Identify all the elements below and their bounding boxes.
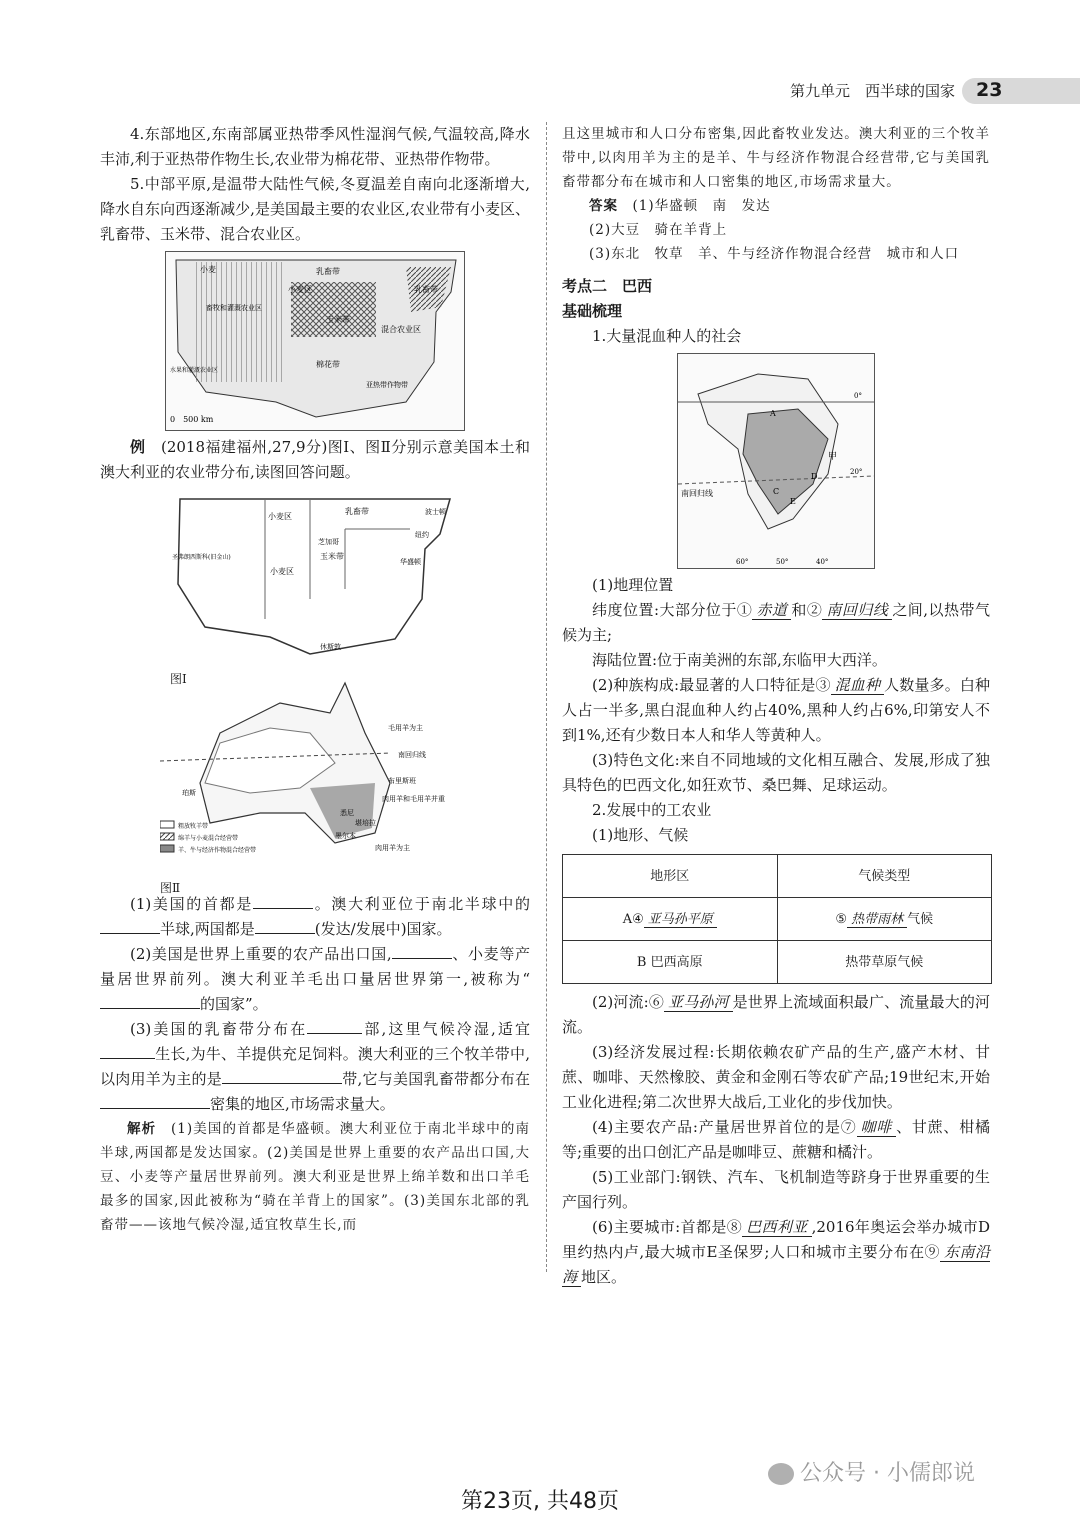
answer-line-1	[562, 194, 990, 218]
fig2-label: 悉尼	[340, 809, 354, 817]
question-1	[100, 892, 530, 942]
question-2	[100, 942, 530, 1017]
map-label: 小麦区	[288, 285, 312, 294]
subsection-2: 2.发展中的工农业	[592, 801, 712, 819]
q2-text: (2)美国是世界上重要的农产品出口国,	[130, 945, 392, 963]
q1-text: (1)美国的首都是	[130, 895, 254, 913]
fig1-label: 休斯敦	[320, 643, 341, 651]
map-label: 棉花带	[316, 360, 340, 369]
fig1-label: 乳畜带	[345, 507, 369, 516]
brazil-label: E	[790, 497, 796, 506]
watermark-text: 公众号 · 小儒郎说	[800, 1461, 975, 1486]
fig1-label: 芝加哥	[318, 538, 339, 546]
map-label: 玉米带	[326, 315, 350, 324]
analysis-text: (1)美国的首都是华盛顿。澳大利亚位于南北半球中的南半球,两国都是发达国家。(2)美国是世界上重要的农产品出口国,大豆、小麦等产量居世界前列。澳大利亚是世界上绵羊数和出口羊毛最多的国家,因此被称为“骑在羊背上的国家”。(3)美国东北部的乳畜带——该地气候冷湿,适宜牧草生长,而	[100, 1121, 531, 1233]
fig2-label: 肉用羊和毛用羊并重	[382, 795, 445, 803]
unit-title: 第九单元 西半球的国家	[789, 82, 955, 100]
us-agriculture-map	[165, 251, 465, 431]
fig1-label: 圣弗朗西斯科(旧金山)	[172, 554, 231, 561]
example-text: (2018福建福州,27,9分)图Ⅰ、图Ⅱ分别示意美国本土和澳大利亚的农业带分布,读图回答问题。	[100, 438, 530, 481]
brazil-label: D	[811, 472, 818, 481]
table-cell: 热带草原气候	[777, 941, 992, 984]
table-row	[563, 898, 992, 941]
fig2-label: 布里斯班	[388, 777, 416, 785]
grazing-region	[196, 262, 286, 382]
cell-text: 气候	[907, 911, 934, 927]
blank[interactable]	[100, 918, 160, 934]
map-label: 乳畜带	[316, 267, 340, 276]
example-prompt	[100, 435, 530, 485]
map-label: 混合农业区	[381, 325, 421, 334]
brazil-label: 40°	[816, 558, 829, 566]
column-divider	[546, 122, 547, 1272]
terrain-climate-table	[562, 854, 992, 984]
table-cell	[563, 898, 778, 941]
brazil-label: 20°	[850, 468, 863, 476]
sea-land-position: 海陆位置:位于南美洲的东部,东临甲大西洋。	[592, 651, 887, 669]
analysis	[100, 1117, 530, 1237]
table-cell	[777, 898, 992, 941]
city-text: 地区。	[581, 1268, 627, 1286]
fig1-label: 纽约	[415, 531, 429, 539]
table-row	[563, 941, 992, 984]
fig2-label: 肉用羊为主	[375, 844, 410, 852]
brazil-label: 南回归线	[681, 489, 713, 498]
right-column	[562, 122, 990, 1290]
left-column	[100, 122, 530, 1237]
lat-text: 纬度位置:大部分位于①	[592, 601, 753, 619]
blank[interactable]	[100, 993, 200, 1009]
handwritten-answer: 咖啡	[857, 1118, 897, 1137]
fig1-label: 小麦区	[270, 567, 294, 576]
blank[interactable]	[100, 1093, 210, 1109]
example-label: 例	[130, 438, 146, 456]
brazil-label: 0°	[854, 392, 862, 400]
q1-text: 。澳大利亚位于南北半球中的	[313, 895, 530, 913]
brazil-label: 60°	[736, 558, 749, 566]
brazil-map	[677, 353, 875, 569]
map-label: 水果和灌溉农业区	[170, 367, 219, 374]
brazil-label: 甲	[828, 452, 838, 462]
fig2-label: 堪培拉	[355, 819, 376, 827]
race-text: (2)种族构成:最显著的人口特征是③	[592, 676, 831, 694]
river-text: 是世界上流域面积最广、流量最大的河流。	[562, 993, 990, 1036]
page-footer: 第23页, 共48页	[461, 1489, 619, 1514]
map-label: 乳畜带	[414, 285, 438, 294]
city-text: ,2016年奥运会举办城市D里约热内卢,最大城市E圣保罗;人口和城市主要分布在⑨	[562, 1218, 990, 1261]
fig2-legend: 羊、牛与经济作物混合经营带	[178, 847, 257, 854]
figure-1	[170, 489, 460, 686]
table-header: 气候类型	[777, 855, 992, 898]
geo-title: (1)地理位置	[592, 576, 674, 594]
lat-text: 和②	[791, 601, 823, 619]
latitude-position	[562, 598, 990, 648]
agri-text: 、甘蔗、柑橘等;重要的出口创汇产品是咖啡豆、蔗糖和橘汁。	[562, 1118, 990, 1161]
blank[interactable]	[253, 893, 313, 909]
economy: (3)经济发展过程:长期依赖农矿产品的生产,盛产木材、甘蔗、咖啡、天然橡胶、黄金和金刚石等农矿产品;19世纪末,开始工业化进程;第二次世界大战后,工业化的步伐加快。	[562, 1043, 990, 1111]
agri-text: (4)主要农产品:产量居世界首位的是⑦	[592, 1118, 857, 1136]
answer-label: 答案	[589, 198, 618, 214]
q2-text: 的国家”。	[200, 995, 268, 1013]
map-label: 亚热带作物带	[366, 381, 408, 389]
fig2-label: 南回归线	[398, 751, 426, 759]
analysis-continued: 且这里城市和人口分布密集,因此畜牧业发达。澳大利亚的三个牧羊带中,以肉用羊为主的是羊、牛与经济作物混合经营带,它与美国乳畜带都分布在城市和人口密集的地区,市场需求量大。	[562, 126, 990, 190]
table-header: 地形区	[563, 855, 778, 898]
wechat-icon	[768, 1463, 794, 1485]
fig1-label: 小麦区	[268, 512, 292, 521]
question-3	[100, 1017, 530, 1117]
fig2-label: 墨尔本	[335, 832, 356, 840]
table-cell: B 巴西高原	[563, 941, 778, 984]
fig2-legend: 粗放牧羊带	[178, 823, 209, 830]
table-row	[563, 855, 992, 898]
sub-title: 基础梳理	[562, 302, 623, 320]
q1-text: 半球,两国都是	[160, 920, 255, 938]
analysis-label: 解析	[127, 1121, 157, 1137]
blank[interactable]	[255, 918, 315, 934]
q3-text: 密集的地区,市场需求量大。	[210, 1095, 395, 1113]
handwritten-answer: 亚马孙平原	[644, 912, 717, 928]
handwritten-answer: 混血种	[831, 676, 884, 695]
q3-text: 生长,为牛、羊提供充足饲料。澳大利亚的三个牧羊带中,以肉用羊为主的是	[100, 1045, 530, 1088]
cell-text: ⑤	[835, 911, 848, 927]
fig1-label: 玉米带	[320, 552, 344, 561]
industry: (5)工业部门:钢铁、汽车、飞机制造等跻身于世界重要的生产国行列。	[562, 1168, 990, 1211]
terrain-title: (1)地形、气候	[592, 826, 689, 844]
blank[interactable]	[392, 943, 452, 959]
handwritten-answer: 赤道	[752, 601, 791, 620]
brazil-label: C	[773, 487, 780, 496]
page-number: 23	[976, 79, 1003, 101]
agriculture	[562, 1115, 990, 1165]
map-label: 小麦	[200, 265, 216, 274]
fig2-label: 毛用羊为主	[388, 724, 423, 732]
answer-line-3: (3)东北 牧草 羊、牛与经济作物混合经营 城市和人口	[589, 246, 960, 262]
watermark	[768, 1456, 975, 1487]
section-title: 考点二 巴西	[562, 277, 653, 295]
q3-text: (3)美国的乳畜带分布在	[130, 1020, 308, 1038]
race-composition	[562, 673, 990, 748]
river-text: (2)河流:⑥	[592, 993, 665, 1011]
map-scale: 0 500 km	[170, 415, 214, 424]
figure-1-map	[170, 489, 460, 659]
cell-text: A④	[622, 911, 644, 927]
handwritten-answer: 亚马孙河	[664, 993, 733, 1012]
subsection-1: 1.大量混血种人的社会	[592, 327, 742, 345]
rivers	[562, 990, 990, 1040]
brazil-label: A	[770, 409, 776, 418]
map-label: 畜牧和灌溉农业区	[206, 304, 262, 312]
culture: (3)特色文化:来自不同地域的文化相互融合、发展,形成了独具特色的巴西文化,如狂欢节、桑巴舞、足球运动。	[562, 751, 990, 794]
figure-1-caption: 图Ⅰ	[170, 672, 187, 686]
fig2-legend: 绵羊与小麦混合经营带	[178, 835, 239, 842]
lat-text: 之间,以热带气候为主;	[562, 601, 990, 644]
paragraph-5: 5.中部平原,是温带大陆性气候,冬夏温差自南向北逐渐增大,降水自东向西逐渐减少,是美国最主要的农业区,农业带有小麦区、乳畜带、玉米带、混合农业区。	[100, 175, 530, 243]
fig1-label: 波士顿	[425, 508, 446, 516]
fig1-label: 华盛顿	[400, 558, 421, 566]
race-text: 人数量多。白种人占一半多,黑白混血种人约占40%,黑种人约占6%,印第安人不到1%,还有少数日本人和华人等黄种人。	[562, 676, 990, 744]
handwritten-answer: 热带雨林	[847, 912, 907, 928]
answer-text: (1)华盛顿 南 发达	[632, 198, 771, 214]
q1-text: (发达/发展中)国家。	[314, 920, 452, 938]
page-header	[0, 78, 1080, 104]
us-map-drawing	[166, 252, 464, 430]
blank[interactable]	[222, 1068, 342, 1084]
figure-2-caption: 图Ⅱ	[160, 881, 181, 895]
fig2-label: 珀斯	[182, 789, 196, 797]
q2-text: 、小麦等产量居世界前列。澳大利亚羊毛出口量居世界第一,被称为“	[100, 945, 530, 988]
city-text: (6)主要城市:首都是⑧	[592, 1218, 743, 1236]
blank[interactable]	[100, 1043, 155, 1059]
cities	[562, 1215, 990, 1290]
paragraph-4: 4.东部地区,东南部属亚热带季风性湿润气候,气温较高,降水丰沛,利于亚热带作物生长,农业带为棉花带、亚热带作物带。	[100, 125, 530, 168]
handwritten-answer: 巴西利亚	[742, 1218, 812, 1237]
blank[interactable]	[307, 1018, 362, 1034]
handwritten-answer: 东南沿海	[562, 1243, 990, 1286]
brazil-map-drawing	[678, 354, 874, 568]
figure-2-map	[160, 673, 470, 868]
figure-2	[160, 673, 470, 895]
brazil-label: 50°	[776, 558, 789, 566]
answer-line-2: (2)大豆 骑在羊背上	[589, 222, 728, 238]
q3-text: 部,这里气候冷湿,适宜	[362, 1020, 531, 1038]
handwritten-answer: 南回归线	[822, 601, 892, 620]
page-number-badge	[962, 78, 1080, 104]
q3-text: 带,它与美国乳畜带都分布在	[341, 1070, 530, 1088]
